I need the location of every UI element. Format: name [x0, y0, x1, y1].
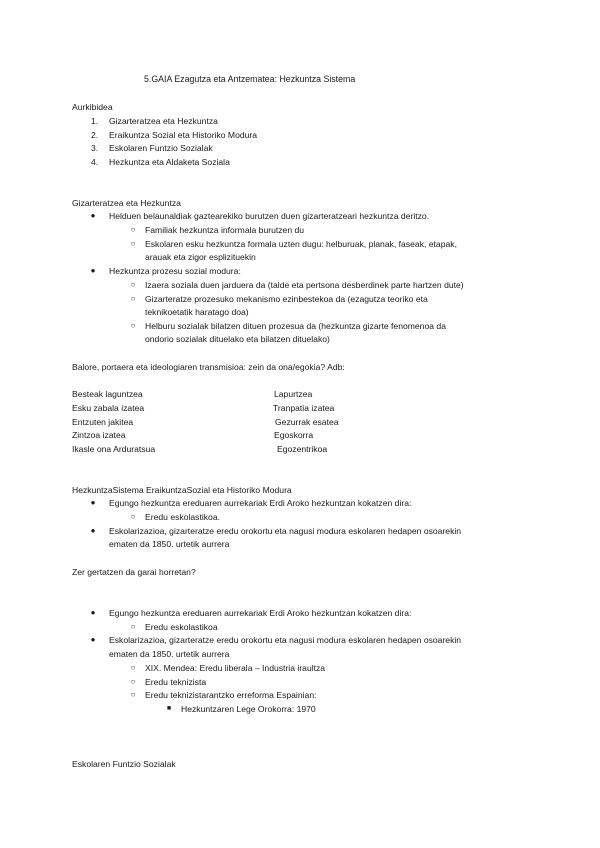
bullet-text: Eredu teknizistarantzko erreforma Espainian: [145, 690, 317, 700]
value-positive: Entzuten jakitea [72, 417, 134, 427]
bullet-dot: ● [90, 608, 96, 617]
bullet-text: Izaera soziala duen jarduera da (talde eta pertsona desberdinek parte hartzen dute) [145, 280, 464, 290]
section-question: Zer gertatzen da garai horretan? [72, 567, 196, 577]
page-title: 5.GAIA Ezagutza eta Antzematea: Hezkuntza Sistema [144, 74, 356, 84]
value-negative: Egoskorra [274, 430, 314, 440]
bullet-circle: ○ [130, 239, 136, 248]
bullet-circle: ○ [130, 690, 136, 699]
value-positive: Esku zabala izatea [72, 403, 145, 413]
bullet-text: XIX. Mendea: Eredu liberala – Industria iraultza [145, 663, 326, 673]
bullet-text: Eskolarizazioa, gizarteratze eredu orokortu eta nagusi modura eskolaren hedapen osoarekin [109, 526, 462, 536]
bullet-circle: ○ [130, 663, 136, 672]
bullet-dot: ● [90, 635, 96, 644]
bullet-text: Gizarteratze prozesuko mekanismo ezinbestekoa da (ezagutza teoriko eta [145, 294, 428, 304]
bullet-circle: ○ [130, 321, 136, 330]
toc-heading: Aurkibidea [72, 102, 113, 112]
toc-item-num: 3. [91, 143, 99, 153]
toc-item-num: 4. [91, 157, 99, 167]
bullet-circle: ○ [130, 512, 136, 521]
bullet-text: Eskolaren esku hezkuntza formala uzten dugu: helburuak, planak, faseak, etapak, [145, 239, 457, 249]
bullet-circle: ○ [130, 294, 136, 303]
bullet-text: Hezkuntzaren Lege Orokorra: 1970 [181, 704, 316, 714]
bullet-text: Helduen belaunaldiak gaztearekiko burutzen duen gizarteratzeari hezkuntza deritzo. [109, 211, 430, 221]
bullet-dot: ● [90, 498, 96, 507]
values-question: Balore, portaera eta ideologiaren transmisioa: zein da ona/egokia? Adb: [72, 362, 345, 372]
value-positive: Zintzoa izatea [72, 430, 126, 440]
value-negative: Egozentrikoa [277, 444, 328, 454]
bullet-text: Eskolarizazioa, gizarteratze eredu orokortu eta nagusi modura eskolaren hedapen osoarekin [109, 635, 462, 645]
toc-item: Gizarteratzea eta Hezkuntza [109, 116, 218, 126]
value-negative: Lapurtzea [274, 389, 313, 399]
bullet-text: Eredu eskolastikoa [145, 622, 218, 632]
bullet-circle: ○ [130, 677, 136, 686]
section-heading: HezkuntzaSistema EraikuntzaSozial eta Historiko Modura [72, 485, 292, 495]
bullet-text: ondorio sozialak dituelako eta bilatzen dituelako) [145, 334, 330, 344]
section-heading: Gizarteratzea eta Hezkuntza [72, 198, 181, 208]
toc-item-num: 2. [91, 130, 99, 140]
bullet-text: Eredu teknizista [145, 677, 207, 687]
bullet-text: Familiak hezkuntza informala burutzen du [145, 225, 305, 235]
bullet-text: Egungo hezkuntza ereduaren aurrekariak Erdi Aroko hezkuntzan kokatzen dira: [109, 608, 412, 618]
toc-item-num: 1. [91, 116, 99, 126]
bullet-circle: ○ [130, 622, 136, 631]
bullet-text: teknikoetatik haratago doa) [145, 307, 249, 317]
bullet-circle: ○ [130, 280, 136, 289]
bullet-square: ■ [166, 705, 172, 712]
toc-item: Eraikuntza Sozial eta Historiko Modura [109, 130, 258, 140]
bullet-text: arauak eta zigor esplizituekin [145, 252, 256, 262]
value-positive: Besteak laguntzea [72, 389, 143, 399]
toc-item: Eskolaren Funtzio Sozialak [109, 143, 213, 153]
bullet-dot: ● [90, 266, 96, 275]
bullet-dot: ● [90, 211, 96, 220]
bullet-text: Eredu eskolastikoa. [145, 512, 220, 522]
bullet-text: ematen da 1850. urtetik aurrera [109, 649, 230, 659]
bullet-dot: ● [90, 526, 96, 535]
bullet-text: Egungo hezkuntza ereduaren aurrekariak Erdi Aroko hezkuntzan kokatzen dira: [109, 498, 412, 508]
section-heading: Eskolaren Funtzio Sozialak [72, 759, 176, 769]
value-positive: Ikasle ona Arduratsua [72, 444, 156, 454]
value-negative: Gezurrak esatea [275, 417, 339, 427]
bullet-circle: ○ [130, 225, 136, 234]
toc-item: Hezkuntza eta Aldaketa Soziala [109, 157, 230, 167]
value-negative: Tranpatia izatea [273, 403, 335, 413]
bullet-text: Hezkuntza prozesu sozial modura: [109, 266, 241, 276]
bullet-text: ematen da 1850. urtetik aurrera [109, 539, 230, 549]
bullet-text: Helburu sozialak bilatzen dituen prozesua da (hezkuntza gizarte fenomenoa da [145, 321, 446, 331]
